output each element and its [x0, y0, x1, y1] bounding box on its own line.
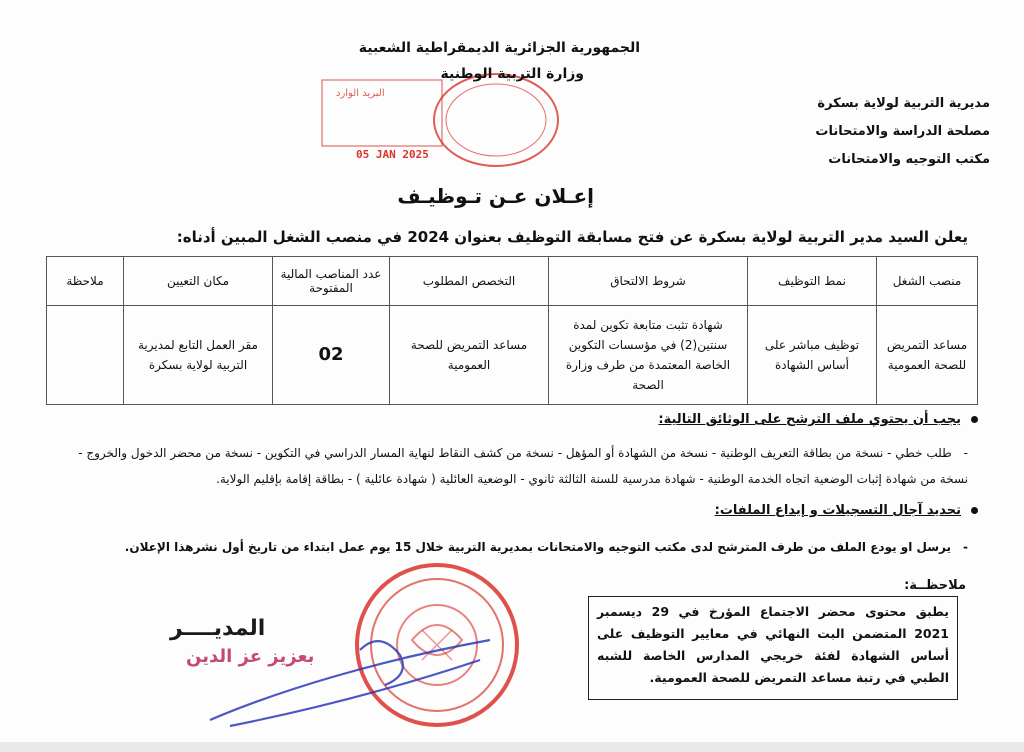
footer-bar [0, 742, 1024, 752]
column-header-mode: نمط التوظيف [748, 257, 877, 306]
deadlines-heading: تحديد آجال التسجيلات و إيداع الملفات: [715, 503, 978, 518]
signature-scribble [160, 620, 500, 740]
svg-text:05 JAN 2025: 05 JAN 2025 [356, 148, 429, 161]
jobs-table [46, 256, 978, 405]
column-header-post: منصب الشغل [877, 257, 978, 306]
column-header-specialty: التخصص المطلوب [390, 257, 549, 306]
table-row [47, 306, 978, 405]
cell-mode: توظيف مباشر على أساس الشهادة [748, 306, 877, 405]
deadlines-text: -يرسل او يودع الملف من طرف المترشح لدى مكتب التوجيه والامتحانات بمديرية التربية خلال 15 يوم عمل ابتداء من تاريخ أول نشرهذا الإعلان. [124, 540, 968, 554]
cell-place: مقر العمل التابع لمديرية التربية لولاية بسكرة [124, 306, 273, 405]
column-header-count: عدد المناصب المالية المفتوحة [273, 257, 390, 306]
svg-text:البريد الوارد: البريد الوارد [336, 88, 385, 99]
bullet-icon [971, 416, 978, 423]
column-header-remark: ملاحظة [47, 257, 124, 306]
documents-text: -طلب خطي - نسخة من بطاقة التعريف الوطنية - نسخة من الشهادة أو المؤهل - نسخة من كشف النقاط لنهاية المسار الدراسي في التكوين - نسخة من محضر الدخول والخروج - نسخة من شهادة إثبات الوضعية اتجاه الخدمة الوطنية - شهادة مدرسية للسنة الثالثة ثانوي - الوضعية العائلية ( شهادة عائلية ) - بطاقة إقامة بإقليم الولاية. [78, 446, 968, 486]
bullet-icon [971, 507, 978, 514]
column-header-conditions: شروط الالتحاق [549, 257, 748, 306]
table-header-row [47, 257, 978, 306]
note-label: ملاحظــة: [904, 578, 966, 593]
note-box: يطبق محتوى محضر الاجتماع المؤرخ في 29 ديسمبر 2021 المتضمن البت النهائي في معايير التوظيف على أساس الشهادة لفئة خريجي المدارس الخاصة للشبه الطبي في رتبة مساعد التمريض للصحة العمومية. [588, 596, 958, 700]
intro-text: يعلن السيد مدير التربية لولاية بسكرة عن فتح مسابقة التوظيف بعنوان 2024 في منصب الشغل المبين أدناه: [176, 228, 968, 246]
cell-specialty: مساعد التمريض للصحة العمومية [390, 306, 549, 405]
signature-title: المديــــر [170, 616, 266, 641]
cell-remark [47, 306, 124, 405]
page-title: إعـلان عـن تـوظيـف [397, 184, 594, 208]
service-line: مصلحة الدراسة والامتحانات [815, 124, 990, 139]
documents-heading: يجب أن يحتوي ملف الترشح على الوثائق التالية: [658, 412, 978, 427]
cell-count: 02 [273, 306, 390, 405]
signature-name: بعزيز عز الدين [186, 646, 315, 667]
directorate-line: مديرية التربية لولاية بسكرة [817, 96, 990, 111]
column-header-place: مكان التعيين [124, 257, 273, 306]
cell-post: مساعد التمريض للصحة العمومية [877, 306, 978, 405]
office-line: مكتب التوجيه والامتحانات [828, 152, 990, 167]
reception-stamp [316, 70, 566, 170]
ministry-header: وزارة التربية الوطنية [440, 66, 584, 82]
cell-conditions: شهادة تثبت متابعة تكوين لمدة سنتين(2) في مؤسسات التكوين الخاصة المعتمدة من طرف وزارة الصحة [549, 306, 748, 405]
republic-header: الجمهورية الجزائرية الديمقراطية الشعبية [358, 40, 640, 56]
